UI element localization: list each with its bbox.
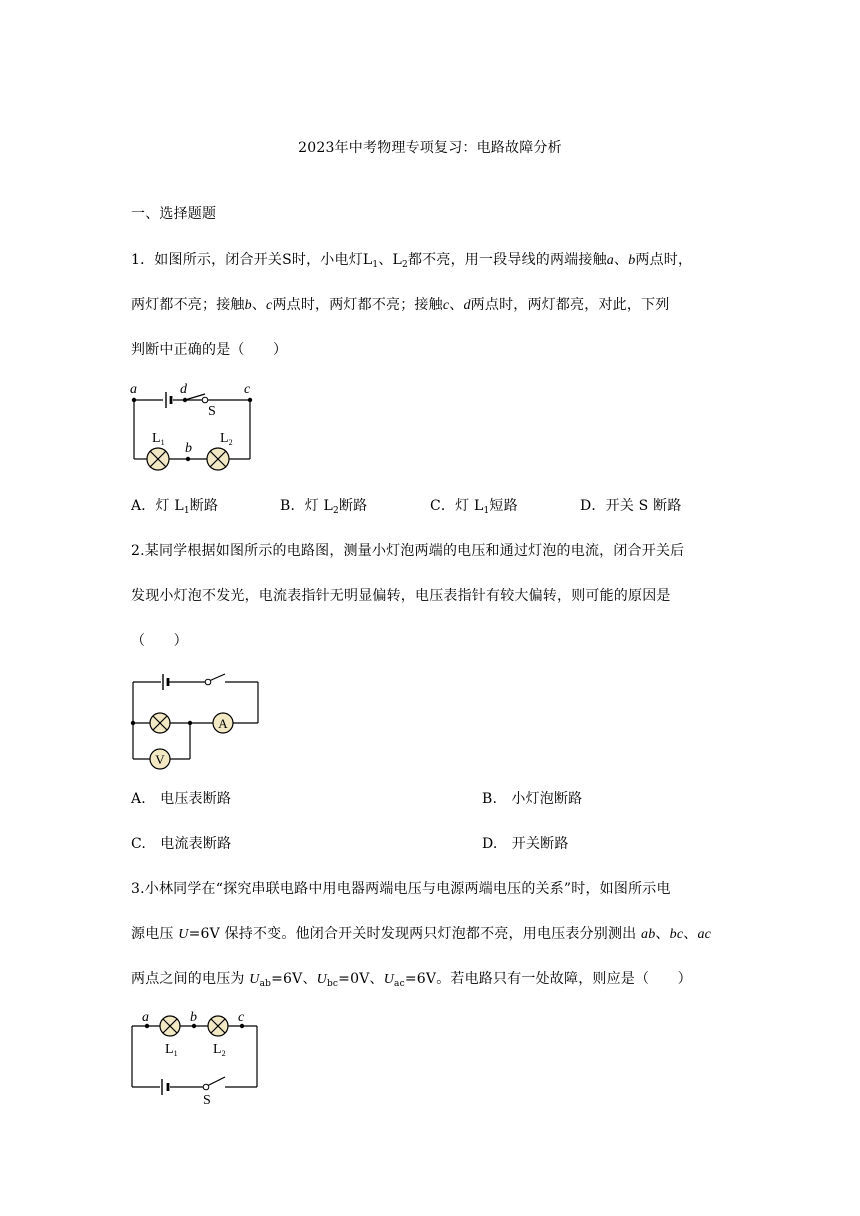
ammeter-label: A xyxy=(218,716,228,731)
q2-option-d[interactable]: D. 开关断路 xyxy=(482,836,569,852)
lamp-l1-icon xyxy=(147,448,169,470)
q2-option-a[interactable]: A. 电压表断路 xyxy=(131,791,232,807)
q2-text-line2: 发现小灯泡不发光，电流表指针无明显偏转，电压表指针有较大偏转，则可能的原因是 xyxy=(131,588,671,604)
voltmeter-icon xyxy=(150,749,170,769)
label-a: a xyxy=(130,382,137,397)
lamp-l2-icon xyxy=(207,448,229,470)
q1-text-line1: 1．如图所示，闭合开关S时，小电灯$L_1$、$L_2$都不亮，用一段导线的两端接触a、b两点时， xyxy=(131,252,693,270)
section-heading: 一、选择题题 xyxy=(131,206,217,222)
page-title: 2023年中考物理专项复习：电路故障分析 xyxy=(298,140,562,156)
q2-text-line3: （ ） xyxy=(131,633,188,649)
q3-circuit-diagram xyxy=(125,1008,265,1108)
label-b: b xyxy=(185,441,192,456)
label-c: c xyxy=(238,1010,245,1025)
label-l2: $L_2$ xyxy=(220,431,233,447)
label-switch-s: S xyxy=(208,404,216,419)
label-l2: $L_2$ xyxy=(213,1042,226,1058)
q3-text-line3: 两点之间的电压为 $U_{ab}=6V$、$U_{bc}=0V$、$U_{ac}=6V$。若电路只有一处故障，则应是（ ） xyxy=(131,971,692,989)
label-c: c xyxy=(244,382,251,397)
q1-option-a[interactable]: A．灯 $L_1$断路 xyxy=(131,498,219,516)
q2-option-c[interactable]: C. 电流表断路 xyxy=(131,836,232,852)
voltmeter-label: V xyxy=(155,752,165,767)
lamp-l1-icon xyxy=(160,1016,180,1036)
q2-circuit-diagram xyxy=(125,668,265,768)
q1-text-line2: 两灯都不亮；接触b、c两点时，两灯都不亮；接触c、d两点时，两灯都亮，对此，下列 xyxy=(131,297,670,313)
label-b: b xyxy=(190,1010,197,1025)
label-l1: $L_1$ xyxy=(152,431,165,447)
q3-text-line1: 3.小林同学在“探究串联电路中用电器两端电压与电源两端电压的关系”时，如图所示电 xyxy=(131,881,671,897)
q1-option-c[interactable]: C．灯 $L_1$短路 xyxy=(430,498,518,516)
label-a: a xyxy=(142,1010,149,1025)
q1-circuit-diagram xyxy=(125,380,265,475)
label-switch-s: S xyxy=(203,1093,211,1108)
q1-option-b[interactable]: B．灯 $L_2$断路 xyxy=(280,498,368,516)
ammeter-icon xyxy=(213,713,233,733)
q1-option-d[interactable]: D．开关 S 断路 xyxy=(580,498,682,514)
q1-text-line3: 判断中正确的是（ ） xyxy=(131,342,288,358)
q2-option-b[interactable]: B. 小灯泡断路 xyxy=(482,791,583,807)
label-d: d xyxy=(180,382,187,397)
q2-text-line1: 2.某同学根据如图所示的电路图，测量小灯泡两端的电压和通过灯泡的电流，闭合开关后 xyxy=(131,543,685,559)
label-l1: $L_1$ xyxy=(165,1042,178,1058)
lamp-l2-icon xyxy=(208,1016,228,1036)
lamp-icon xyxy=(150,713,170,733)
q3-text-line2: 源电压 U=6V 保持不变。他闭合开关时发现两只灯泡都不亮，用电压表分别测出 ab、bc、ac xyxy=(131,926,712,942)
